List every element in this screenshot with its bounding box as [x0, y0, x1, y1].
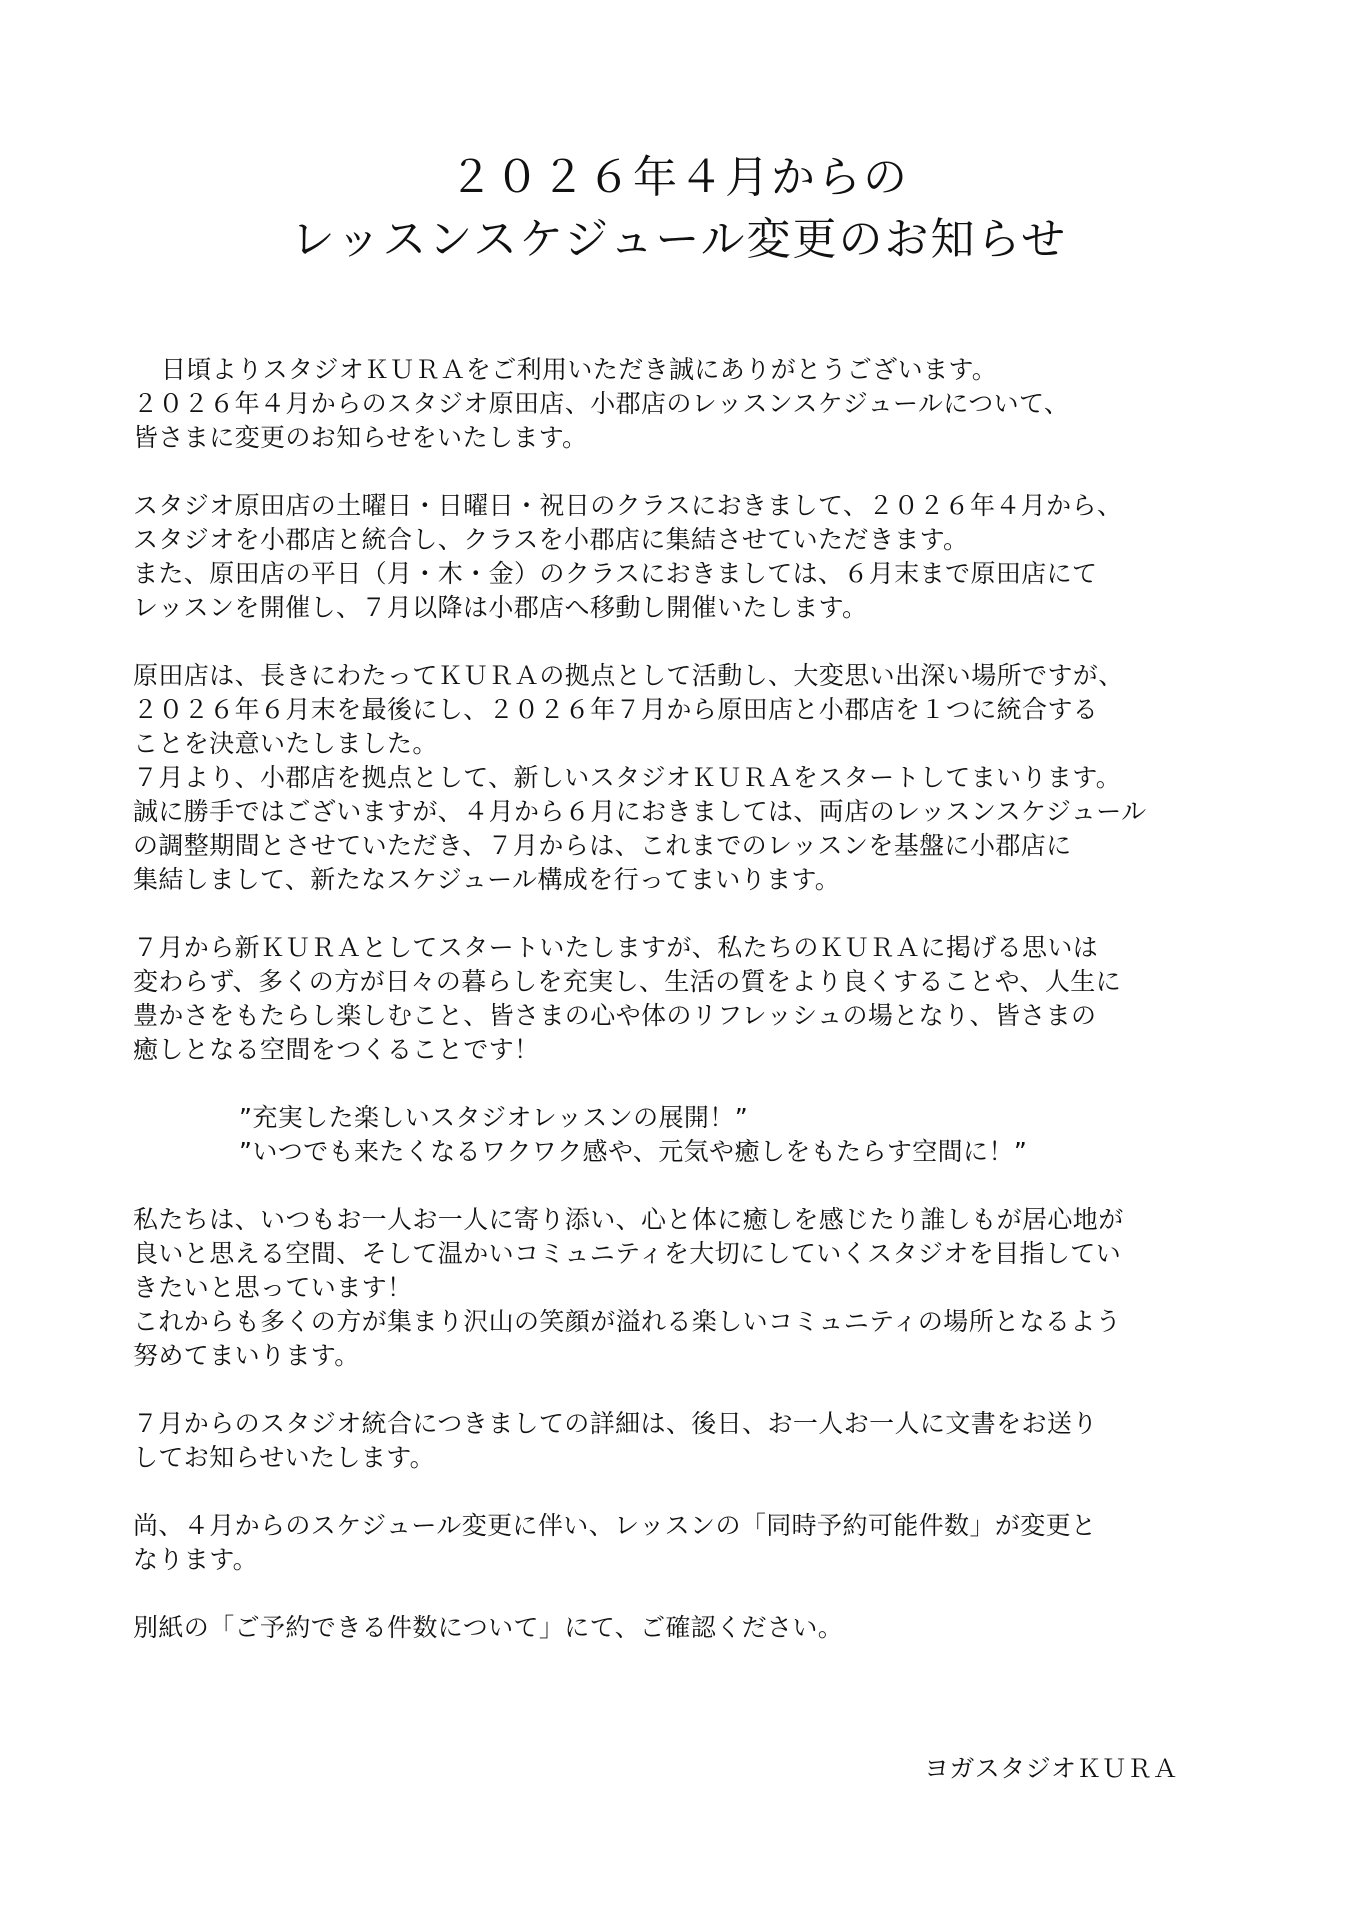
title-line-2: レッスンスケジュール変更のお知らせ [290, 214, 1068, 265]
text-line: レッスンを開催し、７月以降は小郡店へ移動し開催いたします。 [133, 593, 868, 622]
text-line: 豊かさをもたらし楽しむこと、皆さまの心や体のリフレッシュの場となり、皆さまの [133, 1001, 1097, 1030]
signature: ヨガスタジオＫＵＲＡ [923, 1754, 1178, 1783]
text-line: ７月より、小郡店を拠点として、新しいスタジオＫＵＲＡをスタートしてまいります。 [133, 763, 1122, 792]
text-line: してお知らせいたします。 [133, 1443, 436, 1472]
text-line: ２０２６年６月末を最後にし、２０２６年７月から原田店と小郡店を１つに統合する [133, 695, 1099, 724]
text-line: 集結しまして、新たなスケジュール構成を行ってまいります。 [133, 865, 841, 894]
title-line-1: ２０２６年４月からの [449, 152, 909, 203]
text-line: なります。 [133, 1545, 259, 1574]
text-line: 良いと思える空間、そして温かいコミュニティを大切にしていくスタジオを目指してい [133, 1239, 1122, 1268]
text-line: ７月からのスタジオ統合につきましての詳細は、後日、お一人お一人に文書をお送り [133, 1409, 1098, 1438]
paragraph-greeting [133, 353, 1283, 455]
paragraph-integration [133, 659, 1283, 897]
slogan-line: ”充実した楽しいスタジオレッスンの展開！” [239, 1103, 749, 1132]
text-line: 日頃よりスタジオＫＵＲＡをご利用いただき誠にありがとうございます。 [161, 355, 998, 384]
text-line: ２０２６年４月からのスタジオ原田店、小郡店のレッスンスケジュールについて、 [133, 389, 1070, 418]
text-line: の調整期間とさせていただき、７月からは、これまでのレッスンを基盤に小郡店に [133, 831, 1072, 860]
text-line: 私たちは、いつもお一人お一人に寄り添い、心と体に癒しを感じたり誰しもが居心地が [133, 1205, 1124, 1234]
text-line: きたいと思っています！ [133, 1273, 413, 1302]
text-line: ことを決意いたしました。 [133, 729, 438, 758]
text-line: ７月から新ＫＵＲＡとしてスタートいたしますが、私たちのＫＵＲＡに掲げる思いは [133, 933, 1099, 962]
text-line: また、原田店の平日（月・木・金）のクラスにおきましては、６月末まで原田店にて [133, 559, 1098, 588]
text-line: 尚、４月からのスケジュール変更に伴い、レッスンの「同時予約可能件数」が変更と [133, 1511, 1097, 1540]
paragraph-mission [133, 931, 1283, 1067]
text-line: スタジオ原田店の土曜日・日曜日・祝日のクラスにおきまして、２０２６年４月から、 [133, 491, 1123, 520]
paragraph-attachment [133, 1611, 1283, 1645]
paragraph-details [133, 1407, 1283, 1475]
text-line: 誠に勝手ではございますが、４月から６月におきましては、両店のレッスンスケジュール [133, 797, 1147, 826]
text-line: 別紙の「ご予約できる件数について」にて、ご確認ください。 [133, 1613, 844, 1642]
paragraph-community [133, 1203, 1283, 1373]
paragraph-harada-weekend [133, 489, 1283, 625]
text-line: 変わらず、多くの方が日々の暮らしを充実し、生活の質をより良くすることや、人生に [133, 967, 1122, 996]
letter-body [133, 353, 1283, 1679]
text-line: 原田店は、長きにわたってＫＵＲＡの拠点として活動し、大変思い出深い場所ですが、 [133, 661, 1124, 690]
text-line: 努めてまいります。 [133, 1341, 360, 1370]
slogan-quotes [133, 1101, 1283, 1169]
text-line: 皆さまに変更のお知らせをいたします。 [133, 423, 588, 452]
slogan-line: ”いつでも来たくなるワクワク感や、元気や癒しをもたらす空間に！” [239, 1137, 1028, 1166]
text-line: これからも多くの方が集まり沢山の笑顔が溢れる楽しいコミュニティの場所となるよう [133, 1307, 1122, 1336]
text-line: 癒しとなる空間をつくることです！ [133, 1035, 540, 1064]
paragraph-reservation-change [133, 1509, 1283, 1577]
text-line: スタジオを小郡店と統合し、クラスを小郡店に集結させていただきます。 [133, 525, 969, 554]
